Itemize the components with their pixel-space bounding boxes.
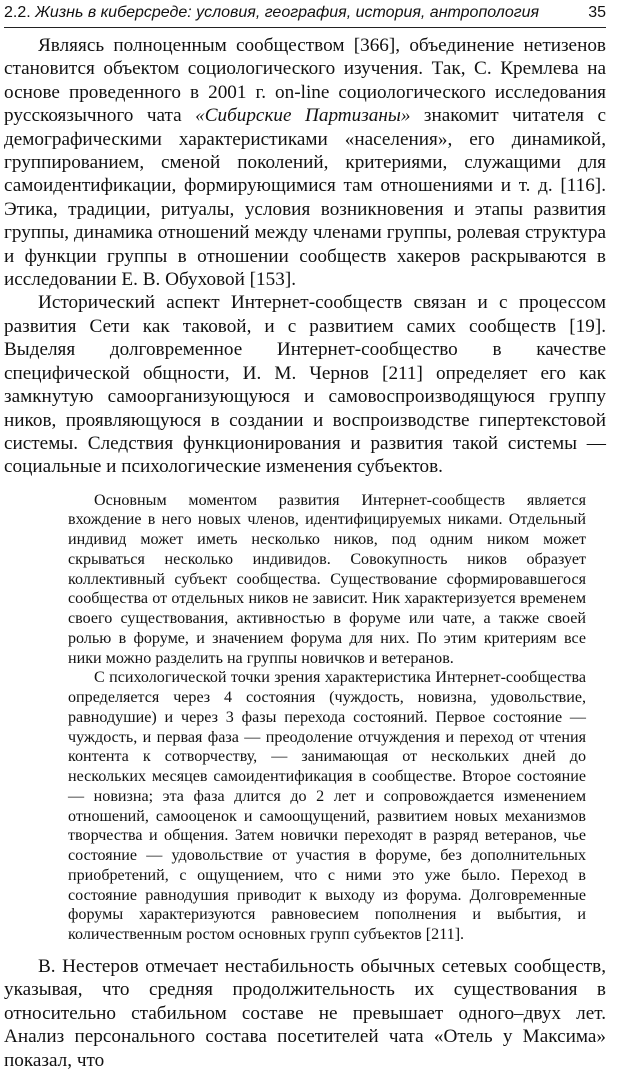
section-title: Жизнь в киберсреде: условия, география, история, антропология <box>35 4 540 21</box>
paragraph-text: знакомит читателя с демографическими характеристиками «населения», его динамикой, группированием, сменой поколений, критериями, служащими для самоидентификации, формирующимися там отношениями и т. д. [116]. Этика, традиции, ритуалы, условия возникновения и этапы развития группы, динамика отношений между членами группы, ролевая структура и функции группы в отношении сообществ хакеров раскрываются в исследовании Е. В. Обуховой [153]. <box>4 105 606 291</box>
page-number: 35 <box>588 4 606 21</box>
section-number: 2.2. <box>4 4 31 21</box>
quote-paragraph: Основным моментом развития Интернет-сообществ является вхождение в него новых членов, идентифицируемых никами. Отдельный индивид может иметь несколько ников, под одним ником может скрываться несколько индивидов. Совокупность ников образует коллективный субъект сообщества. Существование сформировавшегося сообщества от отдельных ников не зависит. Ник характеризуется временем своего существования, активностью в форуме или чате, а также своей ролью в форуме, и значением форума для них. По этим критериям все ники можно разделить на группы новичков и ветеранов. <box>68 491 586 667</box>
chat-name-italic: «Сибирские Партизаны» <box>195 105 411 127</box>
main-text <box>4 34 606 479</box>
block-quote <box>68 491 586 945</box>
paragraph: В. Нестеров отмечает нестабильность обычных сетевых сообществ, указывая, что средняя продолжительность их существования в относительно стабильном составе не превышает одного–двух лет. Анализ персонального состава посетителей чата «Отель у Максима» показал, что <box>4 955 606 1071</box>
running-header <box>4 2 606 28</box>
section-heading <box>4 2 539 24</box>
paragraph: Исторический аспект Интернет-сообществ связан и с процессом развития Сети как таковой, и с развитием самих сообществ [19]. Выделяя долговременное Интернет-сообщество в качестве специфической общности, И. М. Чернов [211] определяет его как замкнутую самоорганизующуюся и самовоспроизводящуюся группу ников, проявляющуюся в создании и воспроизводстве гипертекстовой системы. Следствия функционирования и развития такой системы — социальные и психологические изменения субъектов. <box>4 292 606 478</box>
paragraph-text: Являясь полноценным сообществом [366], объединение нетизенов становится объектом социологического изучения. Так, С. Кремлева на основе проведенного в 2001 г. on-line социологического исследования русскоязычного чата <box>4 35 606 127</box>
main-text-continued <box>4 955 606 1072</box>
paragraph <box>4 34 606 291</box>
quote-paragraph: С психологической точки зрения характеристика Интернет-сообщества определяется через 4 состояния (чуждость, новизна, удовольствие, равнодушие) и через 3 фазы перехода состояний. Первое состояние — чуждость, и первая фаза — преодоление отчуждения и переход от чтения контента к сотворчеству, — занимающая от нескольких дней до нескольких месяцев самоидентификация в сообществе. Второе состояние — новизна; эта фаза длится до 2 лет и сопровождается изменением отношений, самооценок и самоощущений, развитием новых механизмов творчества и общения. Затем новички переходят в разряд ветеранов, чье состояние — удовольствие от участия в форуме, без дополнительных приобретений, с ощущением, что с ними это уже было. Переход в состояние равнодушия приводит к выходу из форума. Долговременные форумы характеризуются равновесием пополнения и выбытия, и количественным ростом основных групп субъектов [211]. <box>68 669 586 944</box>
